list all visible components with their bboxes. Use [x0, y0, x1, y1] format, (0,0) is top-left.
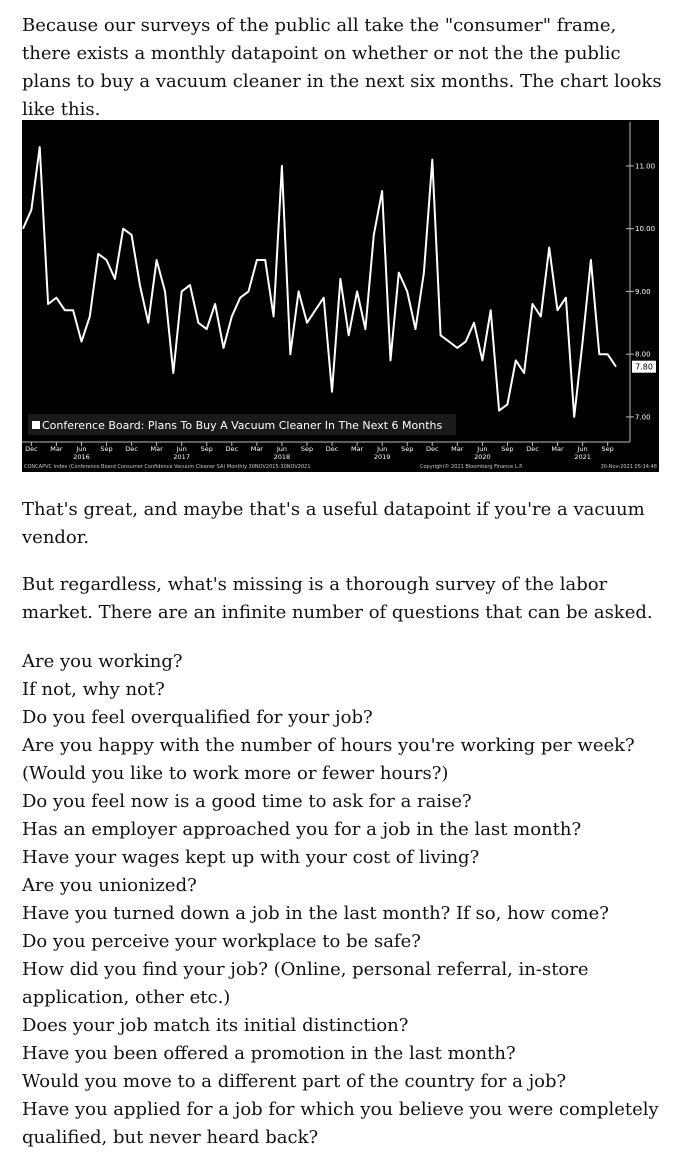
x-tick-label: Dec: [425, 445, 439, 453]
x-year-label: 2016: [73, 453, 90, 461]
x-tick-label: Jun: [276, 445, 287, 453]
question-item: If not, why not?: [22, 679, 165, 700]
vendor-paragraph: That's great, and maybe that's a useful datapoint if you're a vacuum vendor.: [22, 499, 645, 548]
x-tick-label: Mar: [250, 445, 263, 453]
vacuum-cleaner-chart: [22, 120, 659, 472]
x-tick-label: Dec: [526, 445, 539, 453]
x-year-label: 2020: [474, 453, 491, 461]
x-tick-label: Jun: [477, 445, 488, 453]
x-tick-label: Jun: [377, 445, 388, 453]
y-tick-label: 8.00: [635, 350, 651, 359]
x-tick-label: Mar: [50, 445, 63, 453]
intro-paragraph: Because our surveys of the public all take the "consumer" frame, there exists a monthly datapoint on whether or not the the public plans to buy a vacuum cleaner in the next six months. The chart looks like this.: [22, 15, 662, 120]
x-tick-label: Mar: [150, 445, 163, 453]
x-tick-label: Jun: [577, 445, 588, 453]
x-tick-label: Mar: [451, 445, 464, 453]
question-item: Are you working?: [22, 651, 183, 672]
chart-timestamp: 30-Nov-2021 05:14:48: [600, 464, 657, 470]
question-item: Do you perceive your workplace to be safe?: [22, 931, 421, 952]
question-item: Have you turned down a job in the last month? If so, how come?: [22, 903, 609, 924]
x-year-label: 2018: [273, 453, 291, 461]
x-tick-label: Sep: [200, 445, 213, 453]
last-value-marker: [632, 361, 656, 373]
x-tick-label: Jun: [176, 445, 187, 453]
x-tick-label: Dec: [225, 445, 239, 453]
question-item: How did you find your job? (Online, personal referral, in-store application, other etc.): [22, 959, 589, 1008]
chart-copyright: Copyright© 2021 Bloomberg Finance L.P.: [420, 464, 524, 470]
question-item: Have you been offered a promotion in the last month?: [22, 1043, 516, 1064]
question-item: Do you feel overqualified for your job?: [22, 707, 373, 728]
legend-swatch: [32, 421, 40, 429]
x-tick-label: Jun: [76, 445, 87, 453]
question-item: Does your job match its initial distinction?: [22, 1015, 409, 1036]
legend: [28, 414, 456, 435]
x-year-label: 2017: [173, 453, 190, 461]
question-item: Do you feel now is a good time to ask for a raise?: [22, 791, 472, 812]
question-item: Are you happy with the number of hours you're working per week? (Would you like to work more or fewer hours?): [22, 735, 635, 784]
y-tick-label: 11.00: [635, 162, 656, 171]
x-tick-label: Mar: [551, 445, 564, 453]
x-tick-label: Dec: [125, 445, 138, 453]
regardless-paragraph: But regardless, what's missing is a thorough survey of the labor market. There are an infinite number of questions that can be asked.: [22, 574, 653, 623]
question-item: Have you applied for a job for which you believe you were completely qualified, but never heard back?: [22, 1099, 659, 1148]
x-year-label: 2021: [574, 453, 591, 461]
question-item: Are you unionized?: [22, 875, 197, 896]
x-tick-label: Dec: [325, 445, 339, 453]
x-tick-label: Sep: [300, 445, 314, 453]
question-item: Would you move to a different part of the country for a job?: [22, 1071, 567, 1092]
x-tick-label: Dec: [25, 445, 38, 453]
x-tick-label: Sep: [100, 445, 113, 453]
chart-canvas: [22, 120, 659, 472]
question-item: Has an employer approached you for a job in the last month?: [22, 819, 582, 840]
x-tick-label: Mar: [350, 445, 364, 453]
question-item: Have your wages kept up with your cost of living?: [22, 847, 480, 868]
legend-label: Conference Board: Plans To Buy A Vacuum Cleaner In The Next 6 Months: [42, 419, 443, 432]
chart-source-note: CONCAPVC Index (Conference Board Consumer Confidence Vacuum Cleaner SA) Monthly 30NOV2015-30NOV2021: [24, 464, 311, 470]
x-tick-label: Sep: [601, 445, 614, 453]
x-tick-label: Sep: [401, 445, 414, 453]
y-tick-label: 10.00: [635, 225, 656, 234]
last-value-label: 7.80: [635, 362, 653, 372]
question-list: [22, 648, 662, 1152]
y-tick-label: 7.00: [635, 413, 651, 422]
x-year-label: 2019: [373, 453, 391, 461]
x-tick-label: Sep: [501, 445, 514, 453]
y-tick-label: 9.00: [635, 287, 651, 296]
